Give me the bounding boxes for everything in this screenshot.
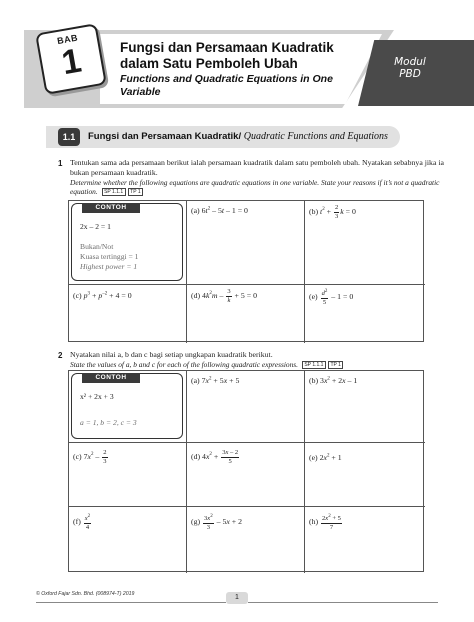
q1-item-a-label: (a) [191,206,200,215]
q2-item-e-expression: (e) $2x^2 + 1$ [309,453,342,462]
q2-item-c [69,443,187,507]
footer-copyright: © Oxford Fajar Sdn. Bhd. (008974-T) 2019 [36,591,135,597]
question-1-tag-tp: TP 1 [128,188,143,196]
q1-example-answer-1: Bukan/Not [80,242,114,251]
q2-item-h-label: (h) [309,516,319,526]
q2-item-a-expression: (a) $7x^2 + 5x + 5$ [191,376,240,385]
chapter-badge [35,23,107,95]
question-2-tag-tp: TP 1 [328,361,343,369]
q1-example-equation: 2x – 2 = 1 [80,222,111,231]
q2-example-answer: a = 1, b = 2, c = 3 [80,418,137,427]
q2-item-b-expression: (b) $3x^2 + 2x - 1$ [309,376,358,385]
q1-example-cell [69,201,187,285]
question-1-text-english-body: Determine whether the following equations are quadratic equations in one variable. State your reasons if it’s not a quadratic equation. [70,178,440,196]
q2-item-h [305,507,425,573]
q1-example-tag: CONTOH [82,203,140,213]
q1-item-d-label: (d) [191,290,201,300]
question-2-text-malay: Nyatakan nilai a, b dan c bagi setiap ungkapan kuadratik berikut. [70,350,273,359]
q2-item-c-label: (c) [73,451,82,461]
modul-line1: Modul [394,56,426,68]
q1-item-c [69,285,187,343]
question-2-grid [68,370,424,572]
q2-example-box [71,373,183,439]
question-1-number: 1 [58,159,63,168]
q2-item-d [187,443,305,507]
q1-example-answer-3: Highest power = 1 [80,262,138,271]
q1-item-b [305,201,425,285]
q2-item-c-expression: (c) $7x^2$ – $\frac{2}{3}$ [73,449,107,465]
section-title-english: Quadratic Functions and Equations [243,131,388,142]
q2-item-e [305,443,425,507]
q1-item-c-expression: (c) $p^3 + p^{-2} + 4 = 0$ [73,291,132,300]
page-number: 1 [226,592,248,604]
q1-item-a [187,201,305,285]
q1-item-b-expression: (b) $t^2$ + $\frac{2}{3}$ k = 0 [309,204,356,220]
section-title [88,131,388,142]
q2-item-b-label: (b) [309,376,319,385]
q1-item-e-label: (e) [309,291,318,301]
question-2-tag-sp: SP 1.1.1 [302,361,326,369]
section-title-malay: Fungsi dan Persamaan Kuadratik/ [88,131,242,142]
question-2-text-english-body: State the values of a, b and c for each of the following quadratic expressions. [70,360,298,369]
q1-item-b-label: (b) [309,206,319,216]
q2-item-b [305,371,425,443]
q2-item-f [69,507,187,573]
chapter-title-malay: Fungsi dan Persamaan Kuadratik dalam Satu Pemboleh Ubah [120,40,334,71]
q2-item-h-expression: (h) $\frac{2x^2 + 5}{7}$ [309,514,341,531]
question-1-text-malay: Tentukan sama ada persamaan berikut ialah persamaan kuadratik dalam satu pemboleh ubah. Nyatakan sebabnya jika ia bukan persamaan kuadratik. [70,158,444,177]
modul-line2: PBD [399,68,421,80]
footer-rule-right [248,602,438,603]
q1-item-a-expression: (a) $6t^2 - 5t - 1 = 0$ [191,206,248,215]
q2-item-e-label: (e) [309,453,318,462]
q1-item-e [305,285,425,343]
question-2-number: 2 [58,351,63,360]
chapter-title-english: Functions and Quadratic Equations in One Variable [120,73,333,98]
q2-item-g [187,507,305,573]
q2-item-f-expression: (f) $\frac{x^2}{4}$ [73,514,91,531]
q1-item-d-expression: (d) $4k^2m$ – $\frac{3}{k}$ + 5 = 0 [191,288,257,304]
question-1-grid [68,200,424,342]
q2-example-tag: CONTOH [82,373,140,383]
question-2-text-english [70,360,450,369]
chapter-number: 1 [58,41,85,83]
q2-item-d-expression: (d) $4x^2$ + $\frac{3x - 2}{5}$ [191,449,239,465]
q1-example-answer-2: Kuasa tertinggi = 1 [80,252,139,261]
q1-example-box [71,203,183,281]
question-1-text-english [70,178,450,196]
q1-item-e-expression: (e) $\frac{d^2}{5}$ – 1 = 0 [309,289,354,306]
q2-item-g-label: (g) [191,516,201,526]
q2-item-f-label: (f) [73,516,81,526]
q1-item-d [187,285,305,343]
q2-item-a-label: (a) [191,376,200,385]
q1-item-c-label: (c) [73,291,82,300]
modul-label [378,56,442,80]
q2-example-expression: x² + 2x + 3 [80,392,114,401]
q2-item-g-expression: (g) $\frac{3x^2}{3}$ – 5x + 2 [191,514,243,531]
q2-example-cell [69,371,187,443]
section-number: 1.1 [58,128,80,146]
chapter-label: BAB [56,32,79,47]
question-1-tag-sp: SP 1.1.1 [102,188,126,196]
q2-item-d-label: (d) [191,451,201,461]
q2-item-a [187,371,305,443]
footer-rule-left [36,602,226,603]
